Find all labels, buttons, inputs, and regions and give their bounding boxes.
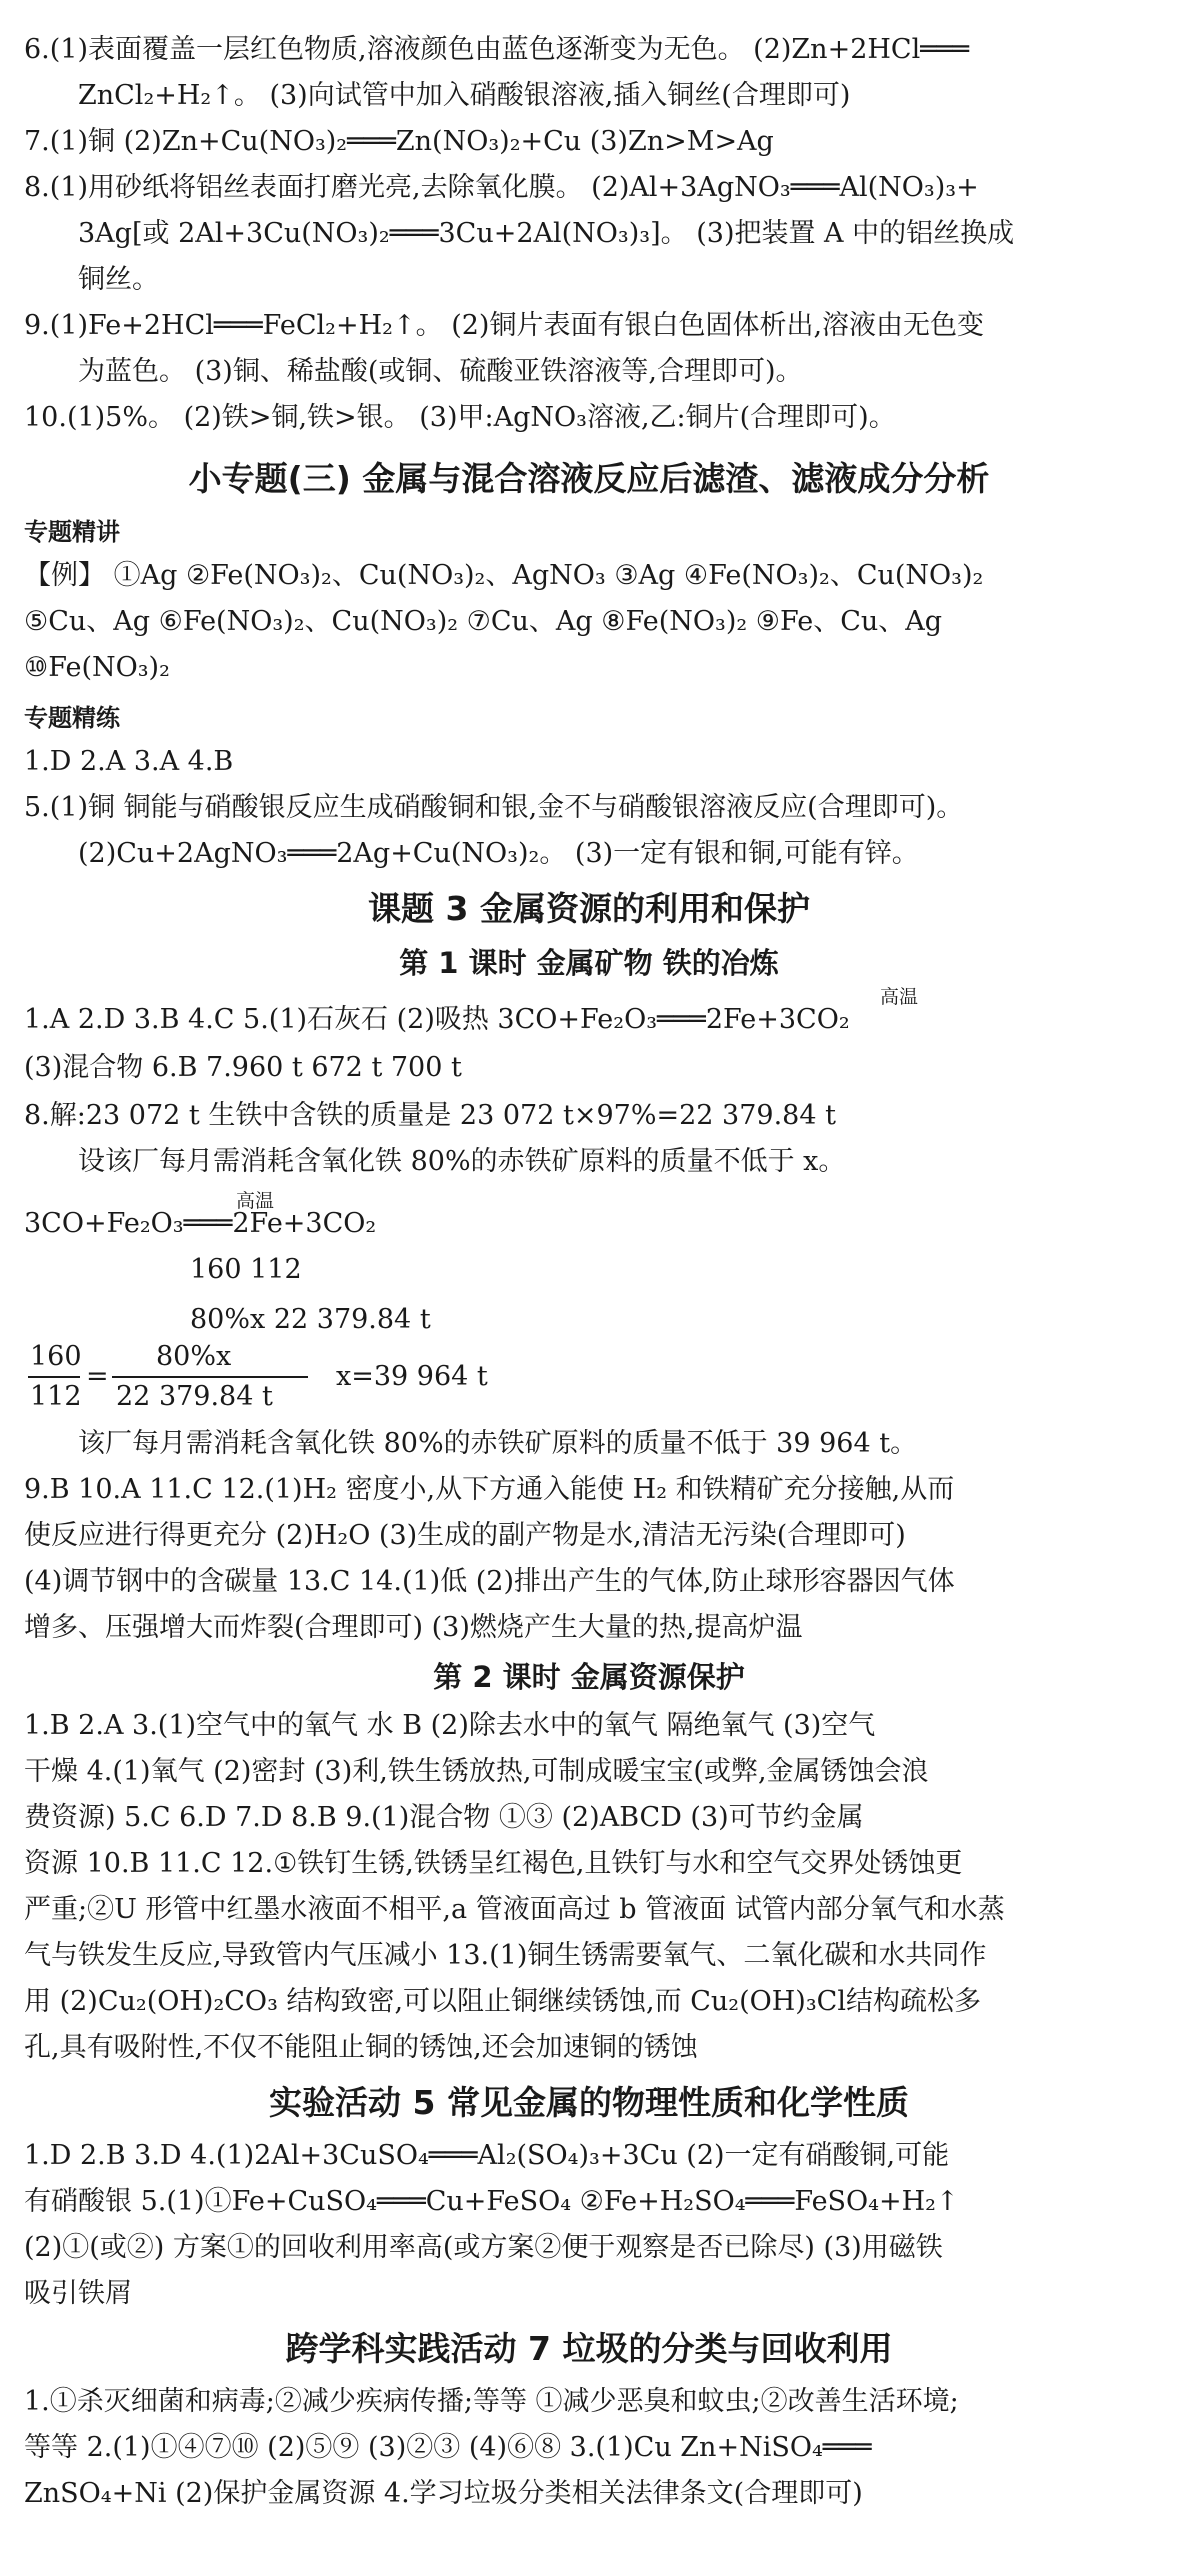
section-heading: 跨学科实践活动 7 垃圾的分类与回收利用 (285, 2329, 893, 2368)
answer-line: 1.A 2.D 3.B 4.C 5.(1)石灰石 (2)吸热 3CO+Fe₂O₃═══2Fe+3CO₂ (24, 1004, 850, 1035)
answer-line: ZnSO₄+Ni (2)保护金属资源 4.学习垃圾分类相关法律条文(合理即可) (24, 2478, 863, 2509)
answer-line: 9.B 10.A 11.C 12.(1)H₂ 密度小,从下方通入能使 H₂ 和铁精矿充分接触,从而 (24, 1474, 955, 1505)
section-heading: 小专题(三) 金属与混合溶液反应后滤渣、滤液成分分析 (188, 459, 990, 498)
answer-line: 8.(1)用砂纸将铝丝表面打磨光亮,去除氧化膜。 (2)Al+3AgNO₃═══Al(NO₃)₃+ (24, 172, 979, 203)
answer-line: 严重;②U 形管中红墨水液面不相平,a 管液面高过 b 管液面 试管内部分氧气和水蒸 (24, 1894, 1005, 1925)
answer-line: ZnCl₂+H₂↑。 (3)向试管中加入硝酸银溶液,插入铜丝(合理即可) (78, 80, 851, 111)
answer-line: 气与铁发生反应,导致管内气压减小 13.(1)铜生锈需要氧气、二氧化碳和水共同作 (24, 1940, 987, 1971)
answer-line: 10.(1)5%。 (2)铁>铜,铁>银。 (3)甲:AgNO₃溶液,乙:铜片(合理即可)。 (24, 402, 896, 433)
answer-line: 9.(1)Fe+2HCl═══FeCl₂+H₂↑。 (2)铜片表面有银白色固体析出,溶液由无色变 (24, 310, 985, 341)
answer-line: (3)混合物 6.B 7.960 t 672 t 700 t (24, 1052, 462, 1083)
fraction-left-denominator: 112 (30, 1381, 82, 1412)
answer-line: 用 (2)Cu₂(OH)₂CO₃ 结构致密,可以阻止铜继续锈蚀,而 Cu₂(OH)₃Cl结构疏松多 (24, 1986, 981, 2017)
equation-line: 160 112 (190, 1254, 302, 1285)
answer-line: 铜丝。 (78, 264, 159, 295)
answer-line: 1.D 2.B 3.D 4.(1)2Al+3CuSO₄═══Al₂(SO₄)₃+3Cu (2)一定有硝酸铜,可能 (24, 2140, 950, 2171)
fraction-result: x=39 964 t (336, 1361, 488, 1392)
answer-line: 该厂每月需消耗含氧化铁 80%的赤铁矿原料的质量不低于 39 964 t。 (78, 1428, 918, 1459)
lesson-heading: 第 2 课时 金属资源保护 (433, 1660, 745, 1694)
fraction-right-denominator: 22 379.84 t (116, 1381, 273, 1412)
answer-line: 资源 10.B 11.C 12.①铁钉生锈,铁锈呈红褐色,且铁钉与水和空气交界处锈蚀更 (24, 1848, 963, 1879)
subsection-label: 专题精讲 (24, 518, 120, 546)
fraction-left-numerator: 160 (30, 1341, 82, 1372)
equals-sign: = (86, 1361, 109, 1392)
fraction-right-numerator: 80%x (156, 1341, 232, 1372)
lesson-heading: 第 1 课时 金属矿物 铁的冶炼 (399, 946, 779, 980)
condition-label: 高温 (880, 986, 919, 1008)
subsection-label: 专题精练 (24, 704, 120, 732)
equation-line: 80%x 22 379.84 t (190, 1304, 431, 1335)
answer-line: 孔,具有吸附性,不仅不能阻止铜的锈蚀,还会加速铜的锈蚀 (24, 2032, 698, 2063)
answer-line: 等等 2.(1)①④⑦⑩ (2)⑤⑨ (3)②③ (4)⑥⑧ 3.(1)Cu Zn+NiSO₄═══ (24, 2432, 872, 2463)
equation-line: 3CO+Fe₂O₃═══2Fe+3CO₂ (24, 1208, 377, 1239)
answer-line: 8.解:23 072 t 生铁中含铁的质量是 23 072 t×97%=22 379.84 t (24, 1100, 836, 1131)
answer-line: (4)调节钢中的含碳量 13.C 14.(1)低 (2)排出产生的气体,防止球形容器因气体 (24, 1566, 955, 1597)
answer-line: 费资源) 5.C 6.D 7.D 8.B 9.(1)混合物 ①③ (2)ABCD (3)可节约金属 (24, 1802, 864, 1833)
answer-line: 设该厂每月需消耗含氧化铁 80%的赤铁矿原料的质量不低于 x。 (78, 1146, 846, 1177)
answer-line: 1.①杀灭细菌和病毒;②减少疾病传播;等等 ①减少恶臭和蚊虫;②改善生活环境; (24, 2386, 959, 2417)
answer-line: (2)①(或②) 方案①的回收利用率高(或方案②便于观察是否已除尽) (3)用磁铁 (24, 2232, 943, 2263)
example-line: 【例】 ①Ag ②Fe(NO₃)₂、Cu(NO₃)₂、AgNO₃ ③Ag ④Fe(NO₃)₂、Cu(NO₃)₂ (24, 560, 984, 591)
answer-line: 有硝酸银 5.(1)①Fe+CuSO₄═══Cu+FeSO₄ ②Fe+H₂SO₄═══FeSO₄+H₂↑ (24, 2186, 959, 2217)
example-line: ⑩Fe(NO₃)₂ (24, 652, 170, 683)
section-heading: 实验活动 5 常见金属的物理性质和化学性质 (269, 2083, 909, 2122)
answer-line: 吸引铁屑 (24, 2278, 132, 2309)
answer-line: 3Ag[或 2Al+3Cu(NO₃)₂═══3Cu+2Al(NO₃)₃]。 (3)把装置 A 中的铝丝换成 (78, 218, 1015, 249)
answer-line: 增多、压强增大而炸裂(合理即可) (3)燃烧产生大量的热,提高炉温 (24, 1612, 803, 1643)
practice-line: (2)Cu+2AgNO₃═══2Ag+Cu(NO₃)₂。 (3)一定有银和铜,可能有锌。 (78, 838, 919, 869)
answer-line: 使反应进行得更充分 (2)H₂O (3)生成的副产物是水,清洁无污染(合理即可) (24, 1520, 906, 1551)
section-heading: 课题 3 金属资源的利用和保护 (368, 889, 810, 928)
answer-line: 7.(1)铜 (2)Zn+Cu(NO₃)₂═══Zn(NO₃)₂+Cu (3)Zn>M>Ag (24, 126, 774, 157)
answer-line: 6.(1)表面覆盖一层红色物质,溶液颜色由蓝色逐渐变为无色。 (2)Zn+2HCl═══ (24, 34, 969, 65)
example-line: ⑤Cu、Ag ⑥Fe(NO₃)₂、Cu(NO₃)₂ ⑦Cu、Ag ⑧Fe(NO₃)₂ ⑨Fe、Cu、Ag (24, 606, 943, 637)
practice-line: 5.(1)铜 铜能与硝酸银反应生成硝酸铜和银,金不与硝酸银溶液反应(合理即可)。 (24, 792, 964, 823)
answer-line: 为蓝色。 (3)铜、稀盐酸(或铜、硫酸亚铁溶液等,合理即可)。 (78, 356, 803, 387)
answer-line: 1.B 2.A 3.(1)空气中的氧气 水 B (2)除去水中的氧气 隔绝氧气 (3)空气 (24, 1710, 876, 1741)
condition-label: 高温 (236, 1190, 275, 1212)
answer-line: 干燥 4.(1)氧气 (2)密封 (3)利,铁生锈放热,可制成暖宝宝(或弊,金属锈蚀会浪 (24, 1756, 929, 1787)
practice-line: 1.D 2.A 3.A 4.B (24, 746, 234, 777)
